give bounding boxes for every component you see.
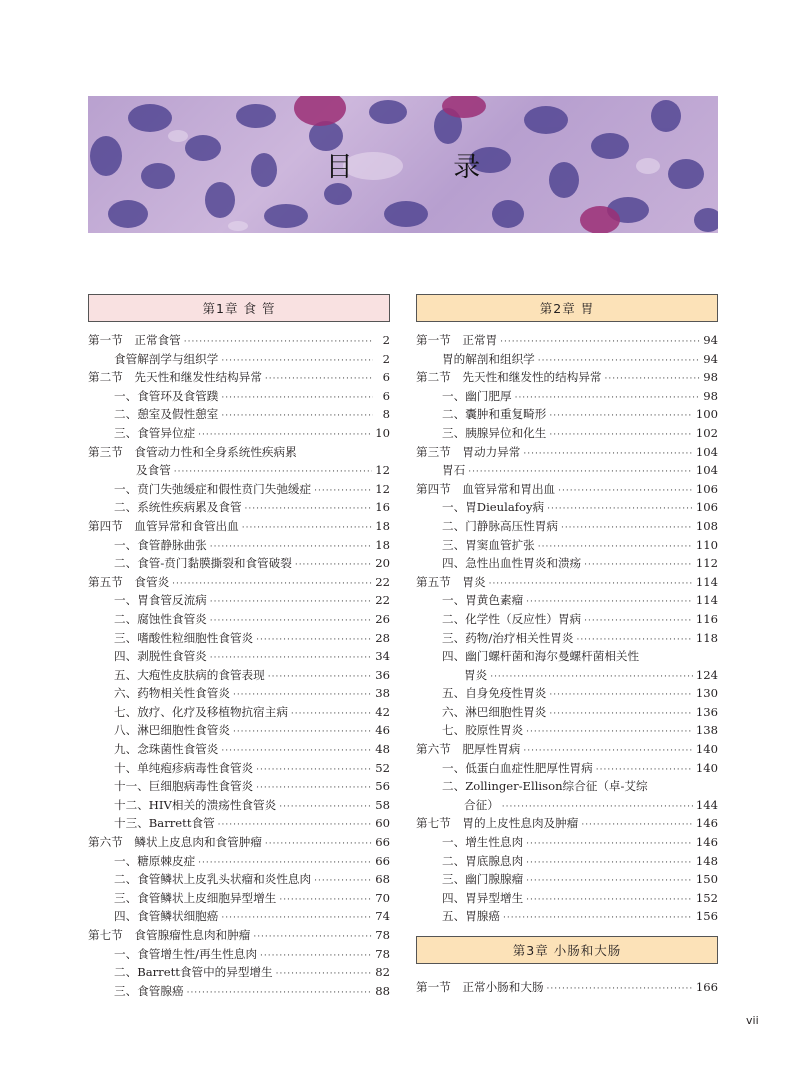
toc-entry-page: 136 bbox=[695, 704, 718, 719]
toc-entries-chapter-2 bbox=[416, 331, 718, 926]
toc-leader-dots bbox=[605, 370, 701, 389]
toc-entry bbox=[88, 554, 390, 573]
toc-entry bbox=[88, 368, 390, 387]
toc-entry-title: 一、胃食管反流病 bbox=[114, 593, 207, 608]
toc-leader-dots bbox=[314, 872, 372, 891]
toc-entry bbox=[416, 536, 718, 555]
page-number: vii bbox=[746, 1014, 759, 1027]
toc-entry-title: 三、幽门腺腺瘤 bbox=[442, 872, 524, 887]
toc-entry-page: 74 bbox=[375, 909, 390, 924]
toc-leader-dots bbox=[314, 482, 372, 501]
toc-entry bbox=[88, 703, 390, 722]
toc-entry-title: 四、幽门螺杆菌和海尔曼螺杆菌相关性 bbox=[442, 649, 640, 664]
toc-entry-page: 94 bbox=[703, 333, 718, 347]
toc-entry-title: 二、囊肿和重复畸形 bbox=[442, 407, 547, 422]
toc-leader-dots bbox=[547, 980, 693, 999]
toc-entry bbox=[88, 331, 390, 350]
toc-entry-page: 88 bbox=[375, 983, 390, 998]
toc-entry-title: 十三、Barrett食管 bbox=[114, 816, 215, 831]
toc-entry-page: 124 bbox=[695, 667, 718, 682]
toc-entry-title: 二、食管鳞状上皮乳头状瘤和炎性息肉 bbox=[114, 872, 312, 887]
toc-entry bbox=[416, 443, 718, 462]
toc-entry bbox=[416, 889, 718, 908]
toc-entry-page: 60 bbox=[375, 816, 390, 831]
toc-entry bbox=[416, 350, 718, 369]
toc-entry bbox=[416, 387, 718, 406]
toc-entry-title: 五、大疱性皮肤病的食管表现 bbox=[114, 667, 265, 682]
toc-entry-title: 一、幽门肥厚 bbox=[442, 388, 512, 403]
toc-entry bbox=[88, 517, 390, 536]
toc-entry-page: 106 bbox=[695, 481, 718, 496]
toc-entry bbox=[416, 554, 718, 573]
toc-entry-title: 三、药物/治疗相关性胃炎 bbox=[442, 630, 574, 645]
toc-entry-title: 第一节 正常食管 bbox=[88, 333, 181, 347]
toc-leader-dots bbox=[526, 854, 693, 873]
toc-entry-title: 一、低蛋白血症性肥厚性胃病 bbox=[442, 760, 593, 775]
toc-entry bbox=[88, 684, 390, 703]
toc-entry-title: 一、糖原棘皮症 bbox=[114, 853, 196, 868]
toc-entry-page: 28 bbox=[375, 630, 390, 645]
toc-entry-title: 第四节 血管异常和胃出血 bbox=[416, 481, 556, 496]
toc-entry-page: 104 bbox=[695, 444, 718, 459]
toc-entry-page: 146 bbox=[695, 816, 718, 831]
toc-leader-dots bbox=[549, 686, 693, 705]
toc-leader-dots bbox=[549, 426, 693, 445]
page-title: 目 录 bbox=[325, 152, 527, 183]
toc-leader-dots bbox=[260, 947, 372, 966]
toc-entry bbox=[416, 498, 718, 517]
toc-entry bbox=[88, 870, 390, 889]
toc-entry-page: 150 bbox=[695, 872, 718, 887]
toc-entry bbox=[88, 982, 390, 1001]
toc-entry-page: 146 bbox=[695, 835, 718, 850]
toc-entry-title: 第七节 食管腺瘤性息肉和肿瘤 bbox=[88, 928, 251, 942]
toc-leader-dots bbox=[265, 370, 373, 389]
toc-leader-dots bbox=[276, 965, 373, 984]
toc-entry bbox=[88, 443, 390, 462]
toc-entry bbox=[88, 907, 390, 926]
toc-leader-dots bbox=[279, 891, 372, 910]
toc-entry-page: 2 bbox=[382, 333, 390, 347]
toc-leader-dots bbox=[233, 723, 372, 742]
toc-leader-dots bbox=[221, 407, 373, 426]
toc-entry bbox=[416, 629, 718, 648]
toc-entry-page: 16 bbox=[375, 500, 390, 515]
toc-entry bbox=[88, 480, 390, 499]
toc-entry bbox=[88, 852, 390, 871]
toc-leader-dots bbox=[291, 705, 372, 724]
toc-entry bbox=[416, 703, 718, 722]
toc-leader-dots bbox=[245, 500, 373, 519]
toc-entry bbox=[416, 591, 718, 610]
toc-entry-page: 70 bbox=[375, 890, 390, 905]
toc-leader-dots bbox=[526, 835, 693, 854]
toc-leader-dots bbox=[523, 445, 693, 464]
toc-leader-dots bbox=[256, 761, 372, 780]
toc-leader-dots bbox=[584, 556, 693, 575]
toc-entry-title: 六、淋巴细胞性胃炎 bbox=[442, 704, 547, 719]
toc-leader-dots bbox=[561, 519, 693, 538]
toc-entry bbox=[416, 777, 718, 796]
toc-entry-title: 食管解剖学与组织学 bbox=[114, 351, 219, 366]
toc-entry-page: 10 bbox=[375, 425, 390, 440]
toc-entry-title: 第六节 鳞状上皮息肉和食管肿瘤 bbox=[88, 835, 262, 850]
toc-entry-page: 78 bbox=[375, 928, 390, 942]
toc-entry-title: 胃的解剖和组织学 bbox=[442, 351, 535, 366]
toc-entry bbox=[88, 889, 390, 908]
toc-entry bbox=[416, 480, 718, 499]
toc-entry-page: 52 bbox=[375, 760, 390, 775]
toc-entry-page: 98 bbox=[703, 388, 718, 403]
toc-entry-page: 116 bbox=[695, 611, 718, 626]
toc-entry-page: 26 bbox=[375, 611, 390, 626]
toc-entry-title: 二、腐蚀性食管炎 bbox=[114, 611, 207, 626]
toc-entry bbox=[88, 350, 390, 369]
toc-entry-title: 第二节 先天性和继发性的结构异常 bbox=[416, 370, 602, 385]
toc-leader-dots bbox=[221, 389, 373, 408]
toc-entry-title: 第六节 肥厚性胃病 bbox=[416, 742, 521, 757]
toc-entry-page: 36 bbox=[375, 667, 390, 682]
toc-entry-page: 104 bbox=[695, 463, 718, 478]
toc-entry-title: 第一节 正常小肠和大肠 bbox=[416, 980, 544, 994]
toc-entry-title: 合征） bbox=[464, 797, 499, 812]
toc-entry bbox=[88, 777, 390, 796]
toc-entry-title: 二、Zollinger-Ellison综合征（卓-艾综 bbox=[442, 779, 648, 794]
toc-entry bbox=[416, 759, 718, 778]
toc-entry-title: 二、门静脉高压性胃病 bbox=[442, 518, 558, 533]
toc-entry-title: 一、胃Dieulafoy病 bbox=[442, 500, 545, 515]
toc-entry bbox=[88, 945, 390, 964]
toc-leader-dots bbox=[584, 612, 693, 631]
toc-entry bbox=[416, 907, 718, 926]
toc-entry-title: 三、嗜酸性粒细胞性食管炎 bbox=[114, 630, 254, 645]
toc-entry-title: 第四节 血管异常和食管出血 bbox=[88, 518, 239, 533]
toc-entry-title: 六、药物相关性食管炎 bbox=[114, 686, 230, 701]
toc-entry-page: 148 bbox=[695, 853, 718, 868]
toc-leader-dots bbox=[581, 816, 693, 835]
toc-entry-page: 68 bbox=[375, 872, 390, 887]
toc-entries-chapter-1 bbox=[88, 331, 390, 1000]
toc-entry bbox=[88, 963, 390, 982]
toc-entry-title: 第二节 先天性和继发性结构异常 bbox=[88, 370, 262, 385]
toc-entry-title: 十二、HIV相关的溃疡性食管炎 bbox=[114, 797, 277, 812]
toc-entry-title: 三、食管腺癌 bbox=[114, 983, 184, 998]
toc-leader-dots bbox=[547, 500, 693, 519]
toc-entry-page: 2 bbox=[382, 351, 390, 366]
toc-entry-page: 108 bbox=[695, 518, 718, 533]
chapter-3-header: 第3章 小肠和大肠 bbox=[416, 936, 718, 964]
toc-entry bbox=[416, 870, 718, 889]
toc-leader-dots bbox=[526, 872, 693, 891]
toc-entry-page: 118 bbox=[695, 630, 718, 645]
toc-entry bbox=[416, 424, 718, 443]
toc-entry-page: 38 bbox=[375, 686, 390, 701]
toc-entry bbox=[88, 796, 390, 815]
toc-entry bbox=[416, 740, 718, 759]
toc-entries-chapter-3 bbox=[416, 978, 718, 997]
toc-entry-page: 12 bbox=[375, 463, 390, 478]
toc-entry bbox=[88, 498, 390, 517]
toc-entry-page: 66 bbox=[375, 853, 390, 868]
toc-entry bbox=[416, 978, 718, 997]
toc-leader-dots bbox=[549, 705, 693, 724]
toc-entry-title: 八、淋巴细胞性食管炎 bbox=[114, 723, 230, 738]
toc-entry-page: 22 bbox=[375, 574, 390, 589]
toc-entry-title: 七、胶原性胃炎 bbox=[442, 723, 524, 738]
toc-entry bbox=[88, 461, 390, 480]
toc-entry bbox=[88, 405, 390, 424]
toc-entry-page: 20 bbox=[375, 556, 390, 571]
toc-entry bbox=[416, 573, 718, 592]
toc-entry-title: 十一、巨细胞病毒性食管炎 bbox=[114, 779, 254, 794]
toc-entry-title: 二、化学性（反应性）胃病 bbox=[442, 611, 582, 626]
toc-entry bbox=[416, 852, 718, 871]
toc-entry-page: 110 bbox=[695, 537, 718, 552]
toc-entry-title: 二、食管-贲门黏膜撕裂和食管破裂 bbox=[114, 556, 292, 571]
toc-entry-title: 第五节 食管炎 bbox=[88, 574, 170, 589]
toc-entry-page: 34 bbox=[375, 649, 390, 664]
toc-entry-page: 106 bbox=[695, 500, 718, 515]
toc-entry-page: 58 bbox=[375, 797, 390, 812]
toc-entry-title: 第三节 胃动力异常 bbox=[416, 444, 521, 459]
toc-entry-page: 152 bbox=[695, 890, 718, 905]
toc-entry-title: 三、胰腺异位和化生 bbox=[442, 425, 547, 440]
toc-column-right bbox=[416, 294, 718, 997]
toc-entry bbox=[88, 759, 390, 778]
toc-entry-title: 四、剥脱性食管炎 bbox=[114, 649, 207, 664]
toc-entry-title: 三、食管鳞状上皮细胞异型增生 bbox=[114, 890, 277, 905]
toc-entry-title: 九、念珠菌性食管炎 bbox=[114, 742, 219, 757]
chapter-2-header: 第2章 胃 bbox=[416, 294, 718, 322]
toc-entry-title: 三、食管异位症 bbox=[114, 425, 196, 440]
toc-entry bbox=[88, 610, 390, 629]
toc-entry-page: 156 bbox=[695, 909, 718, 924]
toc-entry-page: 46 bbox=[375, 723, 390, 738]
toc-entry-title: 一、胃黄色素瘤 bbox=[442, 593, 524, 608]
toc-entry bbox=[416, 721, 718, 740]
toc-entry-page: 138 bbox=[695, 723, 718, 738]
toc-entry bbox=[416, 796, 718, 815]
toc-entry bbox=[416, 684, 718, 703]
toc-entry bbox=[88, 833, 390, 852]
toc-entry bbox=[416, 647, 718, 666]
toc-entry bbox=[88, 926, 390, 945]
toc-entry bbox=[88, 740, 390, 759]
toc-entry-page: 94 bbox=[703, 351, 718, 366]
toc-entry-title: 二、胃底腺息肉 bbox=[442, 853, 524, 868]
toc-entry-title: 十、单纯疱疹病毒性食管炎 bbox=[114, 760, 254, 775]
toc-leader-dots bbox=[526, 891, 693, 910]
toc-entry-title: 三、胃窦血管扩张 bbox=[442, 537, 535, 552]
toc-entry bbox=[88, 629, 390, 648]
toc-entry bbox=[416, 666, 718, 685]
toc-entry bbox=[88, 573, 390, 592]
toc-entry-title: 二、憩室及假性憩室 bbox=[114, 407, 219, 422]
toc-entry bbox=[88, 814, 390, 833]
toc-entry-page: 98 bbox=[703, 370, 718, 385]
toc-entry bbox=[416, 833, 718, 852]
toc-entry-page: 82 bbox=[375, 965, 390, 980]
toc-entry bbox=[416, 405, 718, 424]
toc-entry-title: 及食管 bbox=[136, 463, 171, 478]
toc-leader-dots bbox=[558, 482, 693, 501]
toc-entry-title: 二、Barrett食管中的异型增生 bbox=[114, 965, 273, 980]
toc-entry-page: 78 bbox=[375, 946, 390, 961]
toc-entry-page: 8 bbox=[382, 407, 390, 422]
toc-entry-title: 二、系统性疾病累及食管 bbox=[114, 500, 242, 515]
toc-entry-title: 第一节 正常胃 bbox=[416, 333, 498, 347]
toc-entry bbox=[88, 666, 390, 685]
toc-entry-page: 42 bbox=[375, 704, 390, 719]
toc-entry-page: 22 bbox=[375, 593, 390, 608]
chapter-1-header: 第1章 食 管 bbox=[88, 294, 390, 322]
toc-entry bbox=[416, 517, 718, 536]
toc-leader-dots bbox=[187, 984, 373, 1003]
toc-entry-title: 四、胃异型增生 bbox=[442, 890, 524, 905]
toc-column-left bbox=[88, 294, 390, 1000]
toc-entry-title: 第五节 胃炎 bbox=[416, 574, 486, 589]
toc-entry bbox=[88, 424, 390, 443]
toc-entry-page: 18 bbox=[375, 537, 390, 552]
toc-entry-page: 144 bbox=[695, 797, 718, 812]
toc-entry-page: 130 bbox=[695, 686, 718, 701]
toc-entry-title: 第七节 胃的上皮性息肉及肿瘤 bbox=[416, 816, 579, 831]
toc-entry-title: 一、食管增生性/再生性息肉 bbox=[114, 946, 258, 961]
toc-entry-title: 七、放疗、化疗及移植物抗宿主病 bbox=[114, 704, 288, 719]
toc-entry bbox=[88, 536, 390, 555]
toc-leader-dots bbox=[253, 928, 372, 947]
toc-leader-dots bbox=[256, 631, 372, 650]
toc-leader-dots bbox=[242, 519, 373, 538]
toc-entry-title: 五、胃腺癌 bbox=[442, 909, 500, 924]
toc-entry-page: 140 bbox=[695, 760, 718, 775]
toc-leader-dots bbox=[265, 835, 372, 854]
toc-entry-page: 102 bbox=[695, 425, 718, 440]
toc-entry-page: 112 bbox=[695, 556, 718, 571]
toc-leader-dots bbox=[549, 407, 693, 426]
toc-entry bbox=[416, 814, 718, 833]
toc-entry-title: 四、食管鳞状细胞癌 bbox=[114, 909, 219, 924]
toc-leader-dots bbox=[295, 556, 372, 575]
toc-entry-page: 12 bbox=[375, 481, 390, 496]
toc-entry-page: 114 bbox=[695, 574, 718, 589]
toc-leader-dots bbox=[268, 668, 373, 687]
toc-entry bbox=[416, 368, 718, 387]
toc-entry-title: 一、增生性息肉 bbox=[442, 835, 524, 850]
toc-leader-dots bbox=[210, 593, 372, 612]
toc-entry-title: 五、自身免疫性胃炎 bbox=[442, 686, 547, 701]
toc-leader-dots bbox=[503, 909, 693, 928]
toc-entry-title: 第三节 食管动力性和全身系统性疾病累 bbox=[88, 444, 297, 459]
toc-entry-page: 18 bbox=[375, 518, 390, 533]
toc-entry-page: 140 bbox=[695, 742, 718, 757]
toc-entry-title: 胃炎 bbox=[464, 667, 488, 682]
histology-banner bbox=[88, 96, 718, 233]
toc-entry bbox=[88, 647, 390, 666]
toc-entry bbox=[88, 387, 390, 406]
toc-entry-title: 一、食管环及食管蹼 bbox=[114, 388, 219, 403]
toc-entry bbox=[88, 721, 390, 740]
toc-entry-title: 胃石 bbox=[442, 463, 466, 478]
toc-entry-page: 66 bbox=[375, 835, 390, 850]
toc-entry bbox=[416, 331, 718, 350]
toc-entry-page: 166 bbox=[695, 980, 718, 994]
toc-entry-page: 114 bbox=[695, 593, 718, 608]
toc-entry-page: 56 bbox=[375, 779, 390, 794]
toc-entry-page: 100 bbox=[695, 407, 718, 422]
toc-leader-dots bbox=[279, 798, 372, 817]
toc-entry-title: 一、食管静脉曲张 bbox=[114, 537, 207, 552]
toc-entry bbox=[416, 461, 718, 480]
toc-entry-page: 6 bbox=[382, 370, 390, 385]
toc-entry-page: 6 bbox=[382, 388, 390, 403]
toc-entry bbox=[416, 610, 718, 629]
toc-entry-title: 一、贲门失弛缓症和假性贲门失弛缓症 bbox=[114, 481, 312, 496]
toc-entry-page: 48 bbox=[375, 742, 390, 757]
toc-entry bbox=[88, 591, 390, 610]
toc-leader-dots bbox=[526, 723, 693, 742]
toc-entry-title: 四、急性出血性胃炎和溃疡 bbox=[442, 556, 582, 571]
